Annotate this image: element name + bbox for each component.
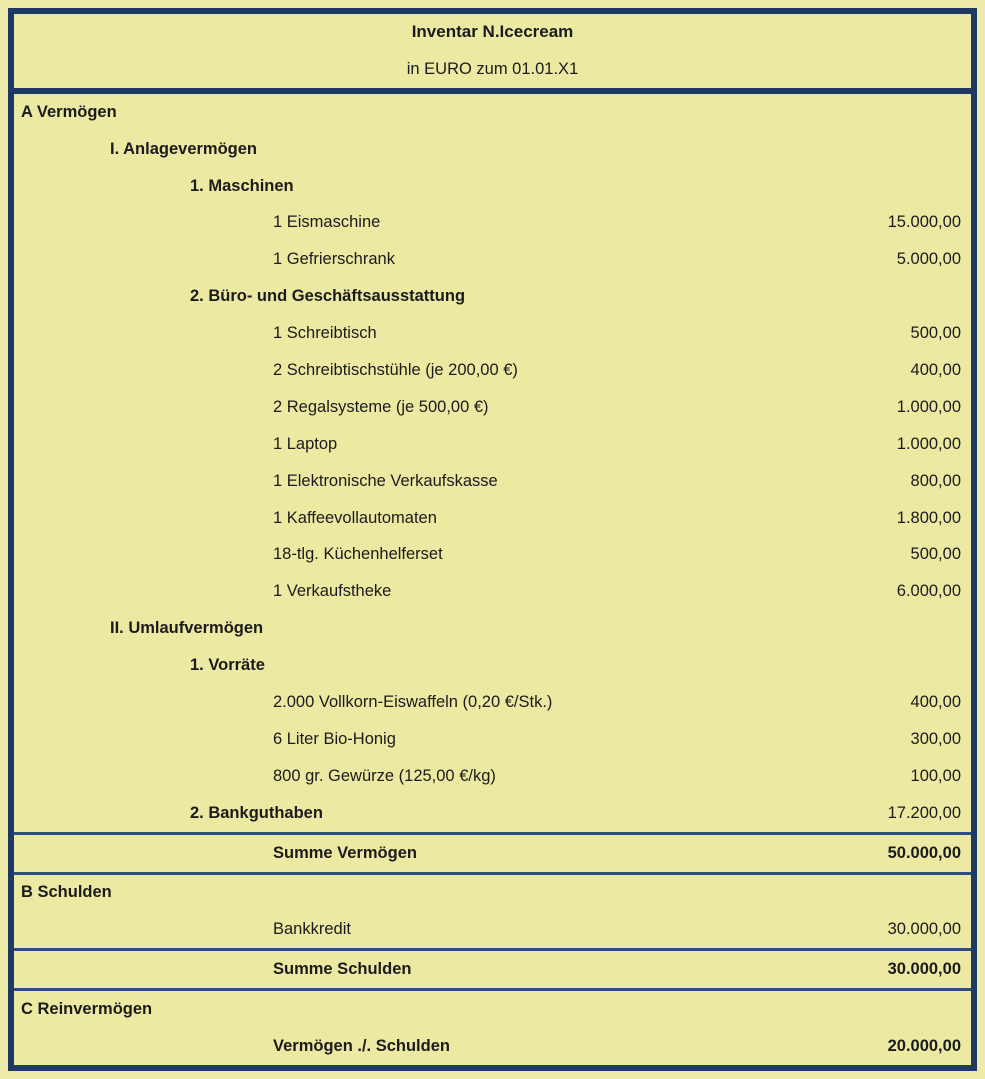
table-row xyxy=(14,647,971,684)
row-label: I. Anlagevermögen xyxy=(110,139,258,158)
row-label: Bankkredit xyxy=(273,920,351,939)
table-row xyxy=(14,758,971,795)
document-subtitle: in EURO zum 01.01.X1 xyxy=(406,59,579,78)
section-reinvermoegen xyxy=(14,988,971,1065)
table-row xyxy=(14,94,971,131)
row-label: II. Umlaufvermögen xyxy=(110,619,264,638)
row-label: A Vermögen xyxy=(21,102,117,121)
table-row xyxy=(14,389,971,426)
table-row xyxy=(14,131,971,168)
table-row xyxy=(14,911,971,948)
row-value: 15.000,00 xyxy=(887,213,961,232)
row-label: 1 Eismaschine xyxy=(273,213,381,232)
table-row xyxy=(14,875,971,912)
table-row xyxy=(14,610,971,647)
row-value: 1.000,00 xyxy=(896,434,961,453)
row-label: C Reinvermögen xyxy=(21,1000,153,1019)
table-row xyxy=(14,573,971,610)
row-label: 2 Regalsysteme (je 500,00 €) xyxy=(273,397,489,416)
table-row xyxy=(14,500,971,537)
inventory-sheet xyxy=(8,8,977,1071)
row-value: 500,00 xyxy=(910,324,961,343)
row-label: 1. Vorräte xyxy=(190,656,265,675)
row-label: 2. Büro- und Geschäftsausstattung xyxy=(190,287,466,306)
table-row xyxy=(14,795,971,832)
row-value: 17.200,00 xyxy=(887,803,961,822)
row-label: 1 Laptop xyxy=(273,434,338,453)
row-value: 1.800,00 xyxy=(896,508,961,527)
row-value: 400,00 xyxy=(910,692,961,711)
table-row xyxy=(14,684,971,721)
section-schulden xyxy=(14,872,971,949)
row-label: 2.000 Vollkorn-Eiswaffeln (0,20 €/Stk.) xyxy=(273,692,553,711)
row-label: 1 Gefrierschrank xyxy=(273,250,395,269)
row-label: Summe Schulden xyxy=(273,960,412,979)
row-label: 1 Elektronische Verkaufskasse xyxy=(273,471,498,490)
table-row xyxy=(14,168,971,205)
table-row xyxy=(14,1028,971,1065)
table-row xyxy=(14,835,971,872)
row-label: B Schulden xyxy=(21,883,112,902)
table-row xyxy=(14,278,971,315)
row-label: 1 Schreibtisch xyxy=(273,324,377,343)
row-label: Vermögen ./. Schulden xyxy=(273,1037,450,1055)
row-value: 5.000,00 xyxy=(896,250,961,269)
row-value: 20.000,00 xyxy=(887,1037,961,1055)
row-value: 300,00 xyxy=(910,729,961,748)
row-value: 1.000,00 xyxy=(896,397,961,416)
row-value: 800,00 xyxy=(910,471,961,490)
row-value: 6.000,00 xyxy=(896,582,961,601)
row-label: 6 Liter Bio-Honig xyxy=(273,729,396,748)
row-label: 1 Verkaufstheke xyxy=(273,582,392,601)
table-row xyxy=(14,426,971,463)
table-row xyxy=(14,241,971,278)
row-value: 30.000,00 xyxy=(887,960,961,979)
table-row xyxy=(14,315,971,352)
row-value: 50.000,00 xyxy=(887,843,961,862)
row-label: 800 gr. Gewürze (125,00 €/kg) xyxy=(273,766,496,785)
row-label: 1 Kaffeevollautomaten xyxy=(273,508,437,527)
table-row xyxy=(14,204,971,241)
row-value: 500,00 xyxy=(910,545,961,564)
document-title: Inventar N.Icecream xyxy=(411,22,574,41)
row-label: Summe Vermögen xyxy=(273,843,417,862)
table-row xyxy=(14,721,971,758)
table-row xyxy=(14,536,971,573)
row-value: 400,00 xyxy=(910,360,961,379)
title-section xyxy=(14,14,971,88)
row-label: 2. Bankguthaben xyxy=(190,803,323,822)
table-row xyxy=(14,463,971,500)
row-label: 1. Maschinen xyxy=(190,176,294,195)
row-value: 30.000,00 xyxy=(887,920,961,939)
table-row xyxy=(14,951,971,988)
row-label: 2 Schreibtischstühle (je 200,00 €) xyxy=(273,360,518,379)
section-vermoegen xyxy=(14,88,971,832)
table-row xyxy=(14,352,971,389)
section-summe-vermoegen xyxy=(14,832,971,872)
section-summe-schulden xyxy=(14,948,971,988)
row-value: 100,00 xyxy=(910,766,961,785)
row-label: 18-tlg. Küchenhelferset xyxy=(273,545,443,564)
table-row xyxy=(14,991,971,1028)
